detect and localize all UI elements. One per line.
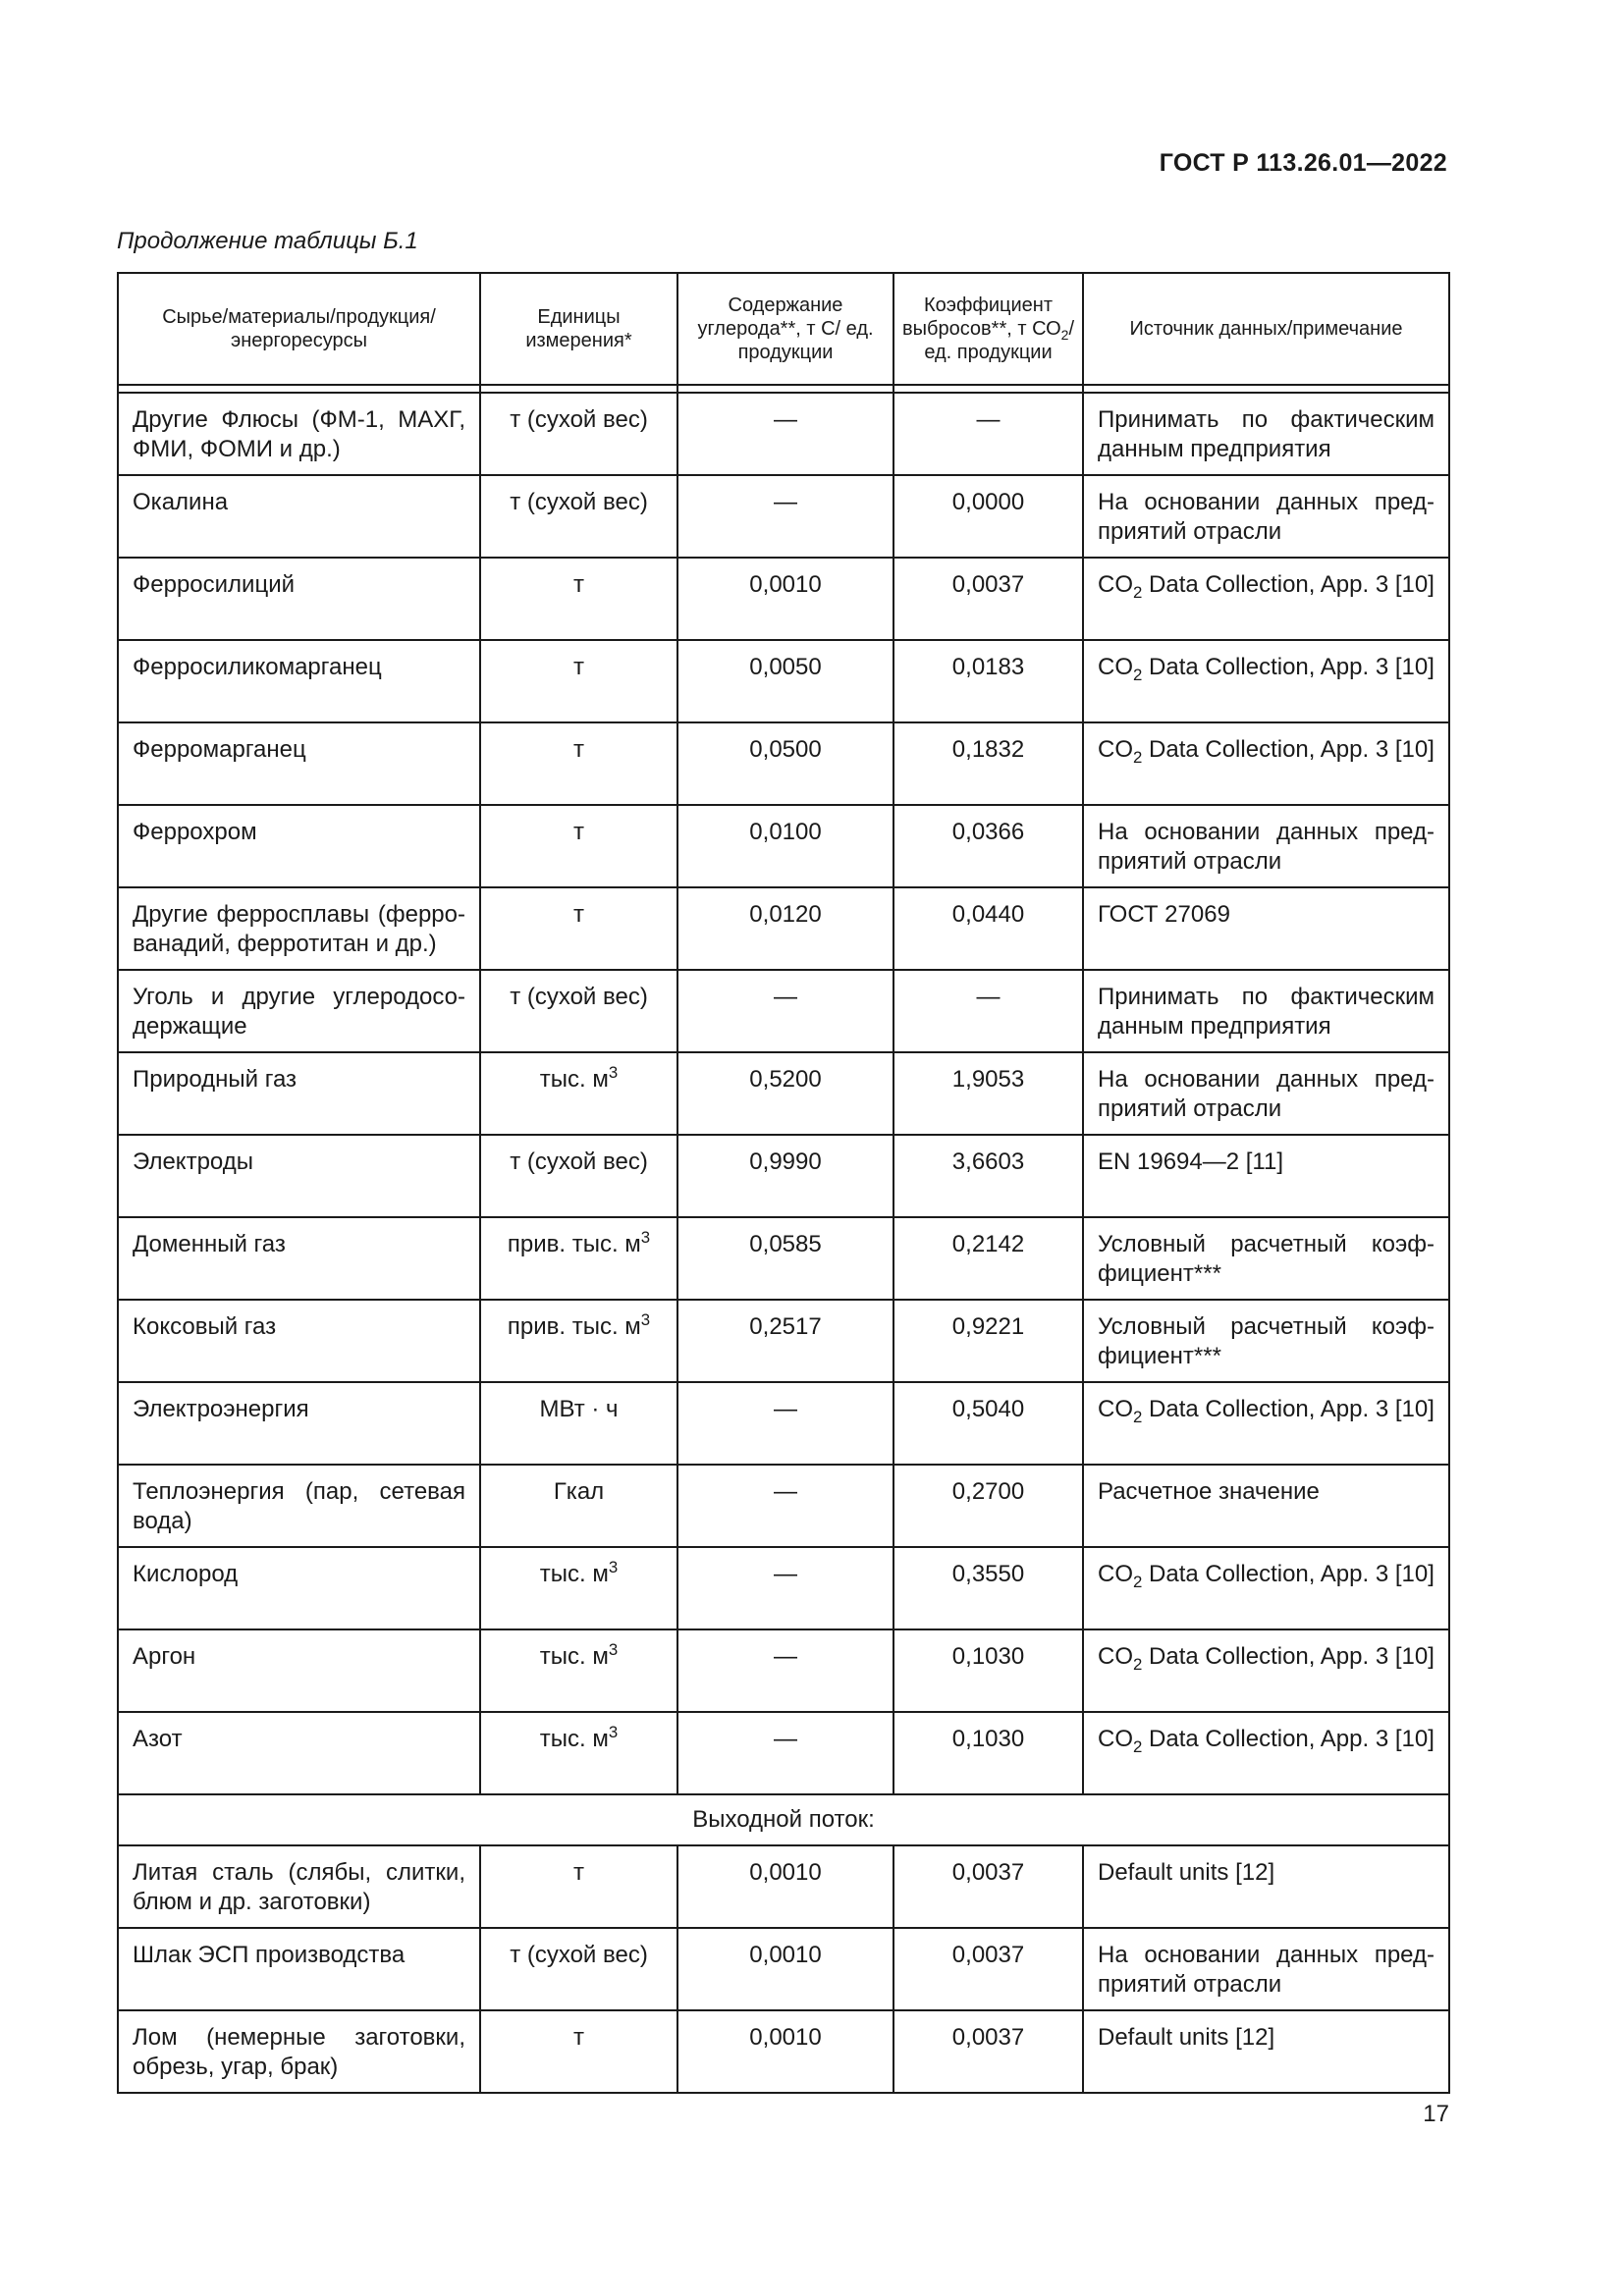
cell-emission-factor: 0,0037 [893, 558, 1083, 640]
table-row [118, 1712, 1449, 1794]
emission-factors-table [117, 272, 1450, 2094]
cell-unit [480, 1217, 677, 1300]
unit-text: прив. тыс. м [507, 1313, 641, 1340]
cell-material: Аргон [118, 1629, 480, 1712]
cell-material: Шлак ЭСП производства [118, 1928, 480, 2010]
cell-unit [480, 1629, 677, 1712]
cell-carbon-content: — [677, 475, 893, 558]
cell-unit [480, 1300, 677, 1382]
cell-carbon-content: — [677, 1547, 893, 1629]
cell-material: Уголь и другие углеродосодержащие [118, 970, 480, 1052]
source-subscript: 2 [1133, 1572, 1143, 1591]
cell-emission-factor: 0,1832 [893, 722, 1083, 805]
header-separator [118, 385, 1449, 393]
cell-emission-factor: 0,0366 [893, 805, 1083, 887]
cell-emission-factor: 0,1030 [893, 1712, 1083, 1794]
cell-source: Расчетное значение [1083, 1465, 1449, 1547]
cell-source: ГОСТ 27069 [1083, 887, 1449, 970]
emission-header-subscript: 2 [1060, 327, 1069, 343]
table-row [118, 1135, 1449, 1217]
cell-unit: т [480, 805, 677, 887]
cell-emission-factor: — [893, 393, 1083, 475]
source-text-end: Data Collection, App. 3 [10] [1142, 571, 1435, 598]
source-text-end: Data Collection, App. 3 [10] [1142, 654, 1435, 680]
cell-material: Феррохром [118, 805, 480, 887]
cell-source: На основании данных предприятий отрасли [1083, 475, 1449, 558]
cell-emission-factor: — [893, 970, 1083, 1052]
cell-material: Теплоэнергия (пар, сетевая вода) [118, 1465, 480, 1547]
cell-emission-factor: 0,0037 [893, 1845, 1083, 1928]
source-subscript: 2 [1133, 582, 1143, 602]
cell-material: Литая сталь (слябы, слитки, блюм и др. заготовки) [118, 1845, 480, 1928]
cell-emission-factor: 0,0183 [893, 640, 1083, 722]
cell-carbon-content: 0,0120 [677, 887, 893, 970]
cell-emission-factor: 3,6603 [893, 1135, 1083, 1217]
cell-material: Другие Флюсы (ФМ-1, МАХГ, ФМИ, ФОМИ и др.) [118, 393, 480, 475]
cell-source: На основании данных предприятий отрасли [1083, 1052, 1449, 1135]
cell-carbon-content: 0,0500 [677, 722, 893, 805]
source-text-end: Data Collection, App. 3 [10] [1142, 1561, 1435, 1587]
cell-material: Природный газ [118, 1052, 480, 1135]
table-row [118, 970, 1449, 1052]
column-header-material: Сырье/материалы/продукция/ энергоресурсы [118, 273, 480, 385]
unit-text: тыс. м [539, 1643, 609, 1670]
source-subscript: 2 [1133, 1736, 1143, 1756]
source-text-end: Data Collection, App. 3 [10] [1142, 1726, 1435, 1752]
section-title: Выходной поток: [118, 1794, 1449, 1845]
cell-carbon-content: 0,2517 [677, 1300, 893, 1382]
cell-carbon-content: 0,0100 [677, 805, 893, 887]
cell-unit: т (сухой вес) [480, 970, 677, 1052]
unit-superscript: 3 [608, 1640, 619, 1659]
cell-material: Ферросилиций [118, 558, 480, 640]
cell-source: Принимать по фактическим данным предприятия [1083, 393, 1449, 475]
cell-unit [480, 1547, 677, 1629]
cell-unit: т [480, 558, 677, 640]
cell-material: Электроды [118, 1135, 480, 1217]
cell-material: Лом (немерные заготовки, обрезь, угар, брак) [118, 2010, 480, 2093]
cell-source: Принимать по фактическим данным предприятия [1083, 970, 1449, 1052]
cell-source [1083, 558, 1449, 640]
table-row [118, 640, 1449, 722]
cell-source: На основании данных предприятий отрасли [1083, 1928, 1449, 2010]
cell-carbon-content: 0,0010 [677, 558, 893, 640]
table-row [118, 2010, 1449, 2093]
source-text: CO [1098, 571, 1133, 598]
unit-superscript: 3 [608, 1063, 619, 1082]
source-text: CO [1098, 1561, 1133, 1587]
cell-unit: т [480, 887, 677, 970]
table-row [118, 1928, 1449, 2010]
unit-superscript: 3 [640, 1310, 651, 1329]
source-text: CO [1098, 736, 1133, 763]
cell-source: Default units [12] [1083, 1845, 1449, 1928]
source-subscript: 2 [1133, 1654, 1143, 1674]
table-row [118, 1547, 1449, 1629]
cell-source: Условный расчетный коэффициент*** [1083, 1300, 1449, 1382]
source-text: CO [1098, 1396, 1133, 1422]
source-text-end: Data Collection, App. 3 [10] [1142, 736, 1435, 763]
cell-emission-factor: 0,0037 [893, 2010, 1083, 2093]
document-standard-code: ГОСТ Р 113.26.01—2022 [1159, 149, 1447, 177]
unit-superscript: 3 [608, 1723, 619, 1741]
cell-source [1083, 640, 1449, 722]
cell-emission-factor: 0,1030 [893, 1629, 1083, 1712]
cell-material: Кислород [118, 1547, 480, 1629]
cell-source [1083, 1547, 1449, 1629]
table-row [118, 722, 1449, 805]
cell-material: Доменный газ [118, 1217, 480, 1300]
column-header-emission-factor [893, 273, 1083, 385]
table-header-row [118, 273, 1449, 385]
cell-unit: т [480, 1845, 677, 1928]
cell-carbon-content: — [677, 1382, 893, 1465]
cell-carbon-content: 0,0010 [677, 1845, 893, 1928]
cell-carbon-content: 0,0050 [677, 640, 893, 722]
cell-source [1083, 1382, 1449, 1465]
emission-header-text-end: /ед. продукции [924, 318, 1074, 363]
table-row [118, 1629, 1449, 1712]
emission-header-text: Коэффициент выбросов**, т СО [902, 294, 1061, 340]
unit-text: тыс. м [539, 1726, 609, 1752]
cell-source: EN 19694—2 [11] [1083, 1135, 1449, 1217]
table-row [118, 1465, 1449, 1547]
table-row [118, 558, 1449, 640]
source-text: CO [1098, 1643, 1133, 1670]
cell-emission-factor: 0,0037 [893, 1928, 1083, 2010]
cell-unit: т (сухой вес) [480, 1928, 677, 2010]
source-text: CO [1098, 1726, 1133, 1752]
cell-unit: Гкал [480, 1465, 677, 1547]
cell-unit: т (сухой вес) [480, 475, 677, 558]
cell-unit: МВт · ч [480, 1382, 677, 1465]
unit-text: тыс. м [539, 1066, 609, 1093]
cell-emission-factor: 0,9221 [893, 1300, 1083, 1382]
table-row [118, 1845, 1449, 1928]
cell-material: Электроэнергия [118, 1382, 480, 1465]
cell-emission-factor: 1,9053 [893, 1052, 1083, 1135]
cell-material: Коксовый газ [118, 1300, 480, 1382]
cell-carbon-content: 0,9990 [677, 1135, 893, 1217]
unit-superscript: 3 [640, 1228, 651, 1247]
source-text: CO [1098, 654, 1133, 680]
cell-source: Default units [12] [1083, 2010, 1449, 2093]
source-subscript: 2 [1133, 747, 1143, 767]
cell-unit: т [480, 722, 677, 805]
cell-source: Условный расчетный коэффициент*** [1083, 1217, 1449, 1300]
unit-text: прив. тыс. м [507, 1231, 641, 1257]
cell-emission-factor: 0,2700 [893, 1465, 1083, 1547]
cell-carbon-content: 0,5200 [677, 1052, 893, 1135]
cell-material: Азот [118, 1712, 480, 1794]
table-row [118, 1382, 1449, 1465]
source-text-end: Data Collection, App. 3 [10] [1142, 1396, 1435, 1422]
cell-carbon-content: — [677, 970, 893, 1052]
unit-superscript: 3 [608, 1558, 619, 1576]
table-row [118, 805, 1449, 887]
cell-carbon-content: — [677, 1712, 893, 1794]
cell-carbon-content: — [677, 393, 893, 475]
cell-carbon-content: — [677, 1465, 893, 1547]
source-subscript: 2 [1133, 665, 1143, 684]
table-body [118, 393, 1449, 2093]
cell-material: Ферромарганец [118, 722, 480, 805]
cell-source: На основании данных предприятий отрасли [1083, 805, 1449, 887]
section-row [118, 1794, 1449, 1845]
table-row [118, 475, 1449, 558]
cell-source [1083, 722, 1449, 805]
cell-material: Ферросиликомарганец [118, 640, 480, 722]
cell-material: Другие ферросплавы (феррованадий, ферротитан и др.) [118, 887, 480, 970]
table-row [118, 1052, 1449, 1135]
cell-emission-factor: 0,0000 [893, 475, 1083, 558]
table-row [118, 1300, 1449, 1382]
cell-carbon-content: 0,0010 [677, 1928, 893, 2010]
cell-material: Окалина [118, 475, 480, 558]
cell-emission-factor: 0,3550 [893, 1547, 1083, 1629]
cell-unit: т [480, 640, 677, 722]
cell-emission-factor: 0,0440 [893, 887, 1083, 970]
cell-unit: т (сухой вес) [480, 1135, 677, 1217]
unit-text: тыс. м [539, 1561, 609, 1587]
cell-unit [480, 1052, 677, 1135]
cell-carbon-content: 0,0585 [677, 1217, 893, 1300]
cell-unit: т [480, 2010, 677, 2093]
cell-unit [480, 1712, 677, 1794]
cell-carbon-content: — [677, 1629, 893, 1712]
page-number: 17 [1423, 2101, 1449, 2127]
table-caption: Продолжение таблицы Б.1 [117, 228, 418, 254]
source-subscript: 2 [1133, 1407, 1143, 1426]
column-header-source: Источник данных/примечание [1083, 273, 1449, 385]
cell-emission-factor: 0,5040 [893, 1382, 1083, 1465]
cell-carbon-content: 0,0010 [677, 2010, 893, 2093]
cell-emission-factor: 0,2142 [893, 1217, 1083, 1300]
cell-source [1083, 1712, 1449, 1794]
column-header-unit: Единицы измерения* [480, 273, 677, 385]
table-row [118, 1217, 1449, 1300]
source-text-end: Data Collection, App. 3 [10] [1142, 1643, 1435, 1670]
cell-unit: т (сухой вес) [480, 393, 677, 475]
cell-source [1083, 1629, 1449, 1712]
table-row [118, 393, 1449, 475]
column-header-carbon-content: Содержание углерода**, т С/ ед. продукции [677, 273, 893, 385]
table-row [118, 887, 1449, 970]
